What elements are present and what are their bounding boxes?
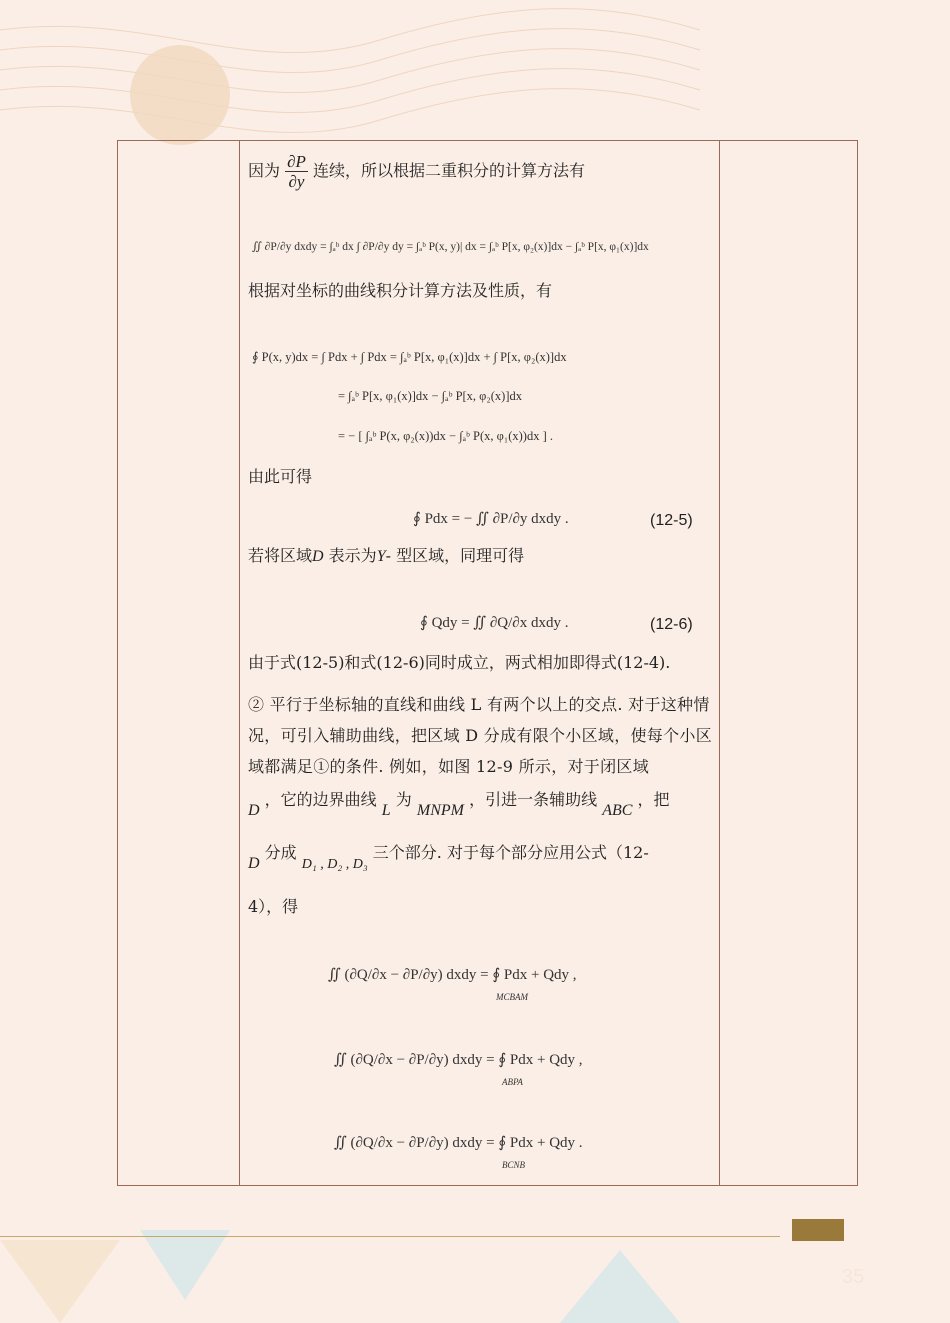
symbol: MNPM xyxy=(416,802,464,819)
paragraph-6: ② 平行于坐标轴的直线和曲线 L 有两个以上的交点. 对于这种情况，可引入辅助曲线，把区域 D 分成有限个小区域，使每个小区域都满足①的条件. 例如，如图 12-9 所示，对于闭区域 xyxy=(248,695,713,776)
equation-number: (12-6) xyxy=(650,616,693,633)
text: 分成 xyxy=(264,843,297,862)
symbol: D₁ , D₂ , D₃ xyxy=(301,857,368,872)
line-2: 根据对坐标的曲线积分计算方法及性质，有 xyxy=(248,281,553,300)
text: ，引进一条辅助线 xyxy=(469,790,598,809)
symbol: D xyxy=(248,802,260,819)
text: 因为 xyxy=(248,161,281,180)
text: 表示为 xyxy=(328,546,377,565)
symbol: D xyxy=(312,548,324,565)
denominator: ∂y xyxy=(288,172,305,191)
symbol: D xyxy=(248,855,260,872)
equation-6-subscript: ABPA xyxy=(502,1077,523,1087)
numerator: ∂P xyxy=(287,152,306,171)
equation-text: ∬ (∂Q/∂x − ∂P/∂y) dxdy = ∮ Pdx + Qdy , xyxy=(334,1052,583,1068)
line-1 xyxy=(248,152,585,191)
line-9: 4），得 xyxy=(248,897,299,916)
column-divider xyxy=(719,141,720,1185)
text: ，把 xyxy=(637,790,670,809)
footer-rule xyxy=(0,1236,780,1237)
text: 为 xyxy=(395,790,412,809)
text: ，它的边界曲线 xyxy=(264,790,377,809)
line-3: 由此可得 xyxy=(248,467,313,486)
equation-5 xyxy=(328,960,577,990)
equation-number: (12-5) xyxy=(650,512,693,529)
equation-2b: = ∫ₐᵇ P[x, φ₁(x)]dx − ∫ₐᵇ P[x, φ₂(x)]dx xyxy=(338,389,522,403)
text: 三个部分. 对于每个部分应用公式（12- xyxy=(372,843,649,862)
symbol: ABC xyxy=(602,802,633,819)
equation-7-subscript: BCNB xyxy=(502,1160,526,1170)
fraction xyxy=(285,152,308,191)
equation-text: ∬ (∂Q/∂x − ∂P/∂y) dxdy = ∮ Pdx + Qdy . xyxy=(334,1135,583,1151)
equation-4: ∮ Qdy = ∬ ∂Q/∂x dxdy . xyxy=(420,615,569,631)
equation-2c: = − [ ∫ₐᵇ P(x, φ₂(x))dx − ∫ₐᵇ P(x, φ₁(x))dx ] . xyxy=(338,429,553,443)
equation-6 xyxy=(334,1045,583,1075)
equation-text: ∬ (∂Q/∂x − ∂P/∂y) dxdy = ∮ Pdx + Qdy , xyxy=(328,967,577,983)
equation-5-subscript: MCBAM xyxy=(496,992,528,1002)
symbol: L xyxy=(381,802,391,819)
text: - 型区域，同理可得 xyxy=(385,546,525,565)
line-4 xyxy=(248,541,524,572)
line-7 xyxy=(248,785,670,819)
footer-accent xyxy=(792,1219,844,1241)
line-5: 由于式(12-5)和式(12-6)同时成立，两式相加即得式(12-4). xyxy=(248,653,671,672)
line-8 xyxy=(248,838,649,870)
equation-3: ∮ Pdx = − ∬ ∂P/∂y dxdy . xyxy=(413,511,569,527)
text: 连续，所以根据二重积分的计算方法有 xyxy=(313,161,586,180)
text: 若将区域 xyxy=(248,546,313,565)
equation-2a: ∮ P(x, y)dx = ∫ Pdx + ∫ Pdx = ∫ₐᵇ P[x, φ₁(x)]dx + ∫ P[x, φ₂(x)]dx xyxy=(252,350,567,364)
equation-7 xyxy=(334,1128,583,1158)
symbol: Y xyxy=(376,548,386,565)
column-divider xyxy=(239,141,240,1185)
page-number: 35 xyxy=(842,1266,865,1288)
equation-1: ∬ ∂P/∂y dxdy = ∫ₐᵇ dx ∫ ∂P/∂y dy = ∫ₐᵇ P(x, y)| dx = ∫ₐᵇ P[x, φ₂(x)]dx − ∫ₐᵇ P[x, φ₁(x)]dx xyxy=(252,241,649,253)
